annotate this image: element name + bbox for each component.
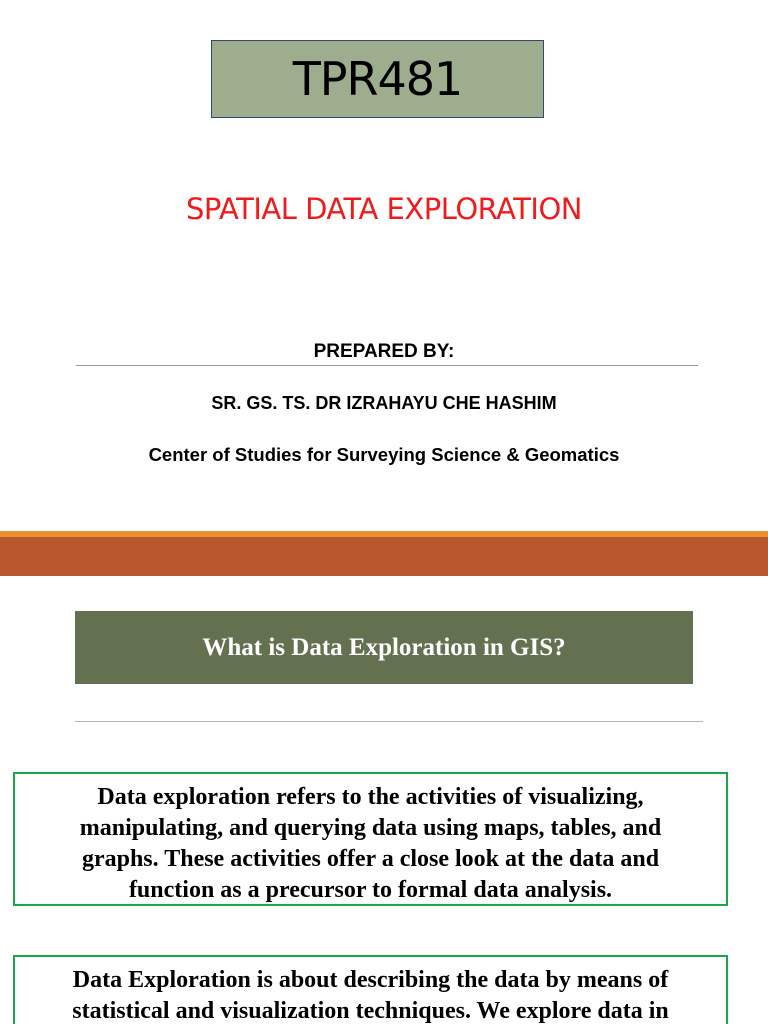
definition-box [13,955,728,1024]
slide-title: SPATIAL DATA EXPLORATION [185,192,582,226]
prepared-by-label: PREPARED BY: [313,341,455,362]
section-heading: What is Data Exploration in GIS? [202,633,566,661]
definition-box [13,772,728,906]
author-name: SR. GS. TS. DR IZRAHAYU CHE HASHIM [211,393,557,413]
course-code: TPR481 [292,52,463,106]
course-code-box [211,40,544,118]
author-affiliation: Center of Studies for Surveying Science & Geomatics [148,444,620,465]
slide-divider-band [0,537,768,576]
definition-text: Data exploration refers to the activities of visualizing, manipulating, and querying data using maps, tables, and graphs. These activities offer a close look at the data and function as a precursor to formal data analysis. [79,784,662,903]
definition-text: Data Exploration is about describing the data by means of statistical and visualization techniques. We explore data in [72,967,669,1024]
divider-line [76,365,698,366]
divider-line [75,721,703,722]
section-heading-box [75,611,693,684]
